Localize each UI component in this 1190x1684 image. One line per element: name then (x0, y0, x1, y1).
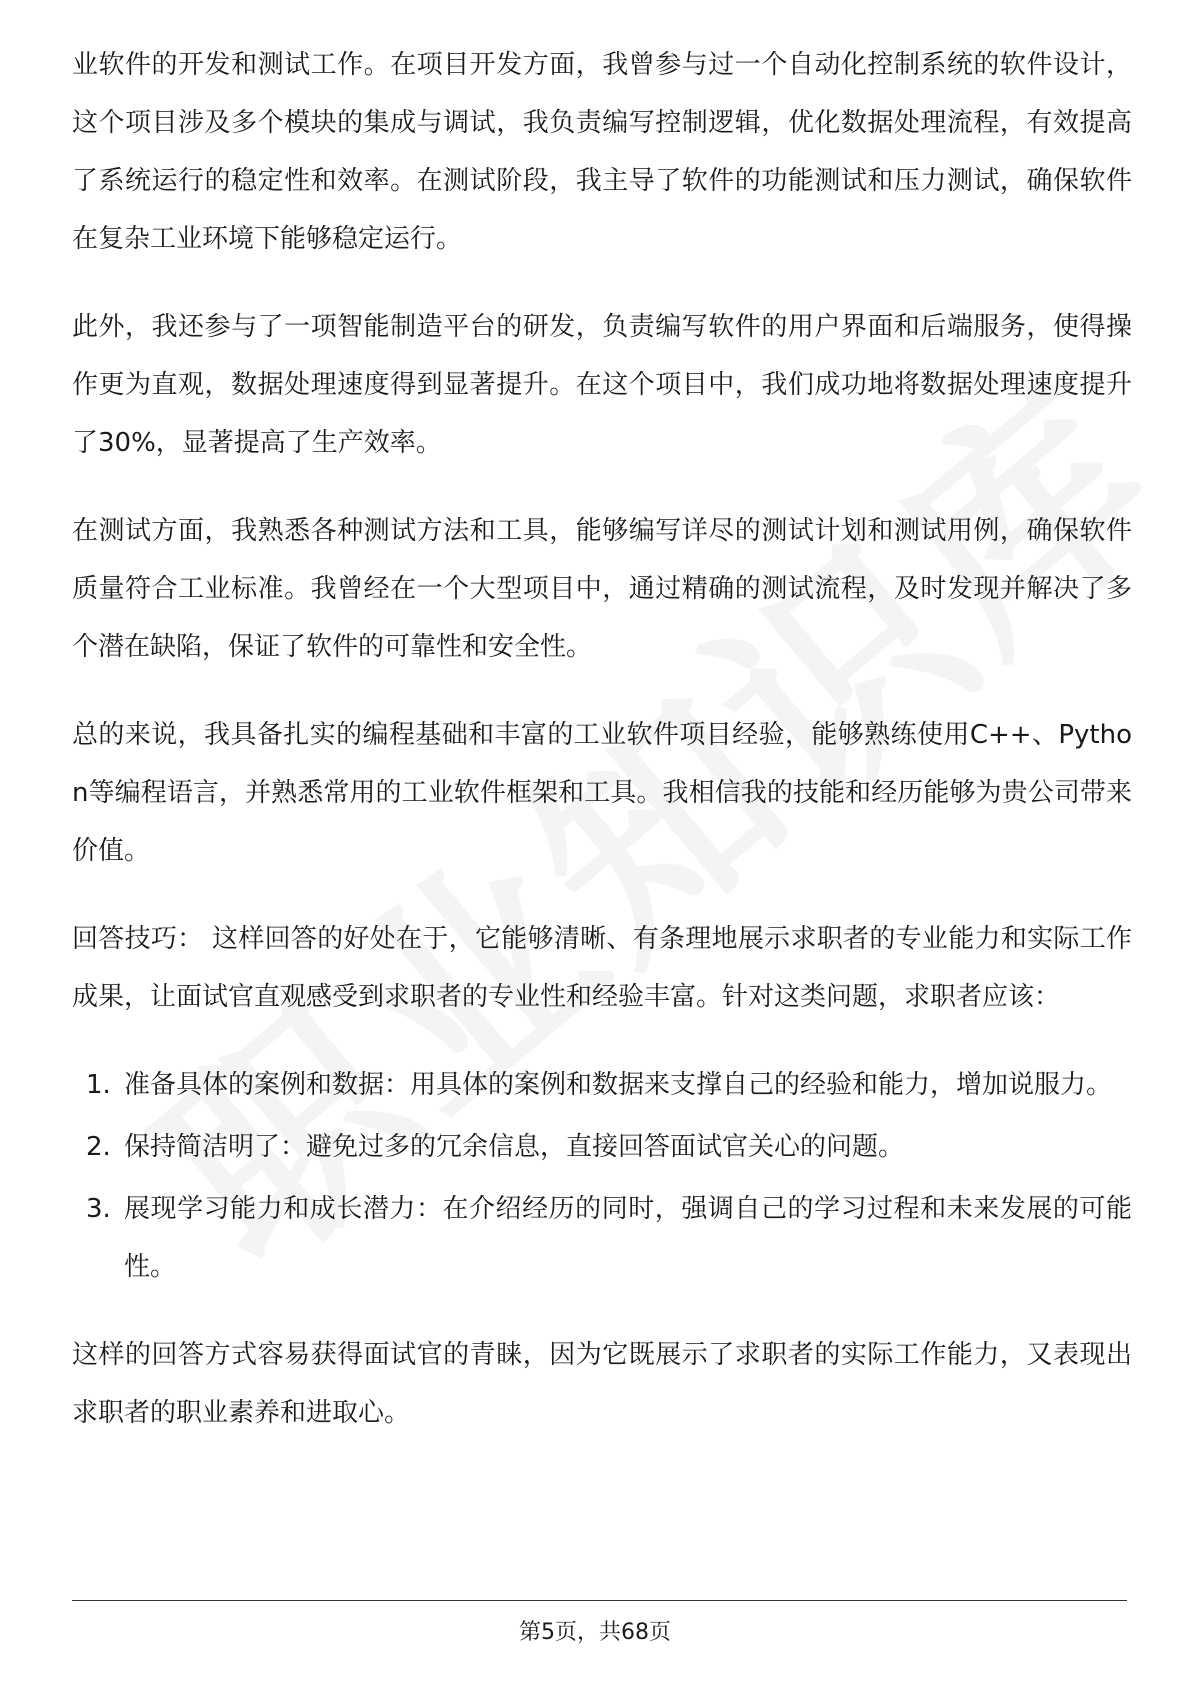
list-number: 3. (86, 1194, 111, 1224)
paragraph-3: 在测试方面，我熟悉各种测试方法和工具，能够编写详尽的测试计划和测试用例，确保软件质量符合工业标准。我曾经在一个大型项目中，通过精确的测试流程，及时发现并解决了多个潜在缺陷，保证了软件的可靠性和安全性。 (72, 516, 1132, 662)
tips-list (72, 1056, 1132, 1296)
list-text: 准备具体的案例和数据：用具体的案例和数据来支撑自己的经验和能力，增加说服力。 (124, 1070, 1113, 1100)
paragraph-4: 总的来说，我具备扎实的编程基础和丰富的工业软件项目经验，能够熟练使用C++、Python等编程语言，并熟悉常用的工业软件框架和工具。我相信我的技能和经历能够为贵公司带来价值。 (72, 720, 1132, 866)
paragraph-1: 业软件的开发和测试工作。在项目开发方面，我曾参与过一个自动化控制系统的软件设计，这个项目涉及多个模块的集成与调试，我负责编写控制逻辑，优化数据处理流程，有效提高了系统运行的稳定性和效率。在测试阶段，我主导了软件的功能测试和压力测试，确保软件在复杂工业环境下能够稳定运行。 (72, 50, 1132, 254)
closing-paragraph: 这样的回答方式容易获得面试官的青睐，因为它既展示了求职者的实际工作能力，又表现出求职者的职业素养和进取心。 (72, 1340, 1132, 1428)
paragraph-2: 此外，我还参与了一项智能制造平台的研发，负责编写软件的用户界面和后端服务，使得操作更为直观，数据处理速度得到显著提升。在这个项目中，我们成功地将数据处理速度提升了30%，显著提高了生产效率。 (72, 312, 1132, 458)
page-number: 第5页，共68页 (519, 1620, 671, 1645)
list-text: 保持简洁明了：避免过多的冗余信息，直接回答面试官关心的问题。 (124, 1132, 905, 1162)
list-item (72, 1118, 1132, 1176)
footer-divider (72, 1600, 1127, 1601)
list-item (72, 1056, 1132, 1114)
list-text: 展现学习能力和成长潜力：在介绍经历的同时，强调自己的学习过程和未来发展的可能性。 (124, 1194, 1132, 1282)
list-number: 1. (86, 1070, 111, 1100)
list-number: 2. (86, 1132, 111, 1162)
document-body (72, 36, 1132, 1472)
paragraph-5: 回答技巧： 这样回答的好处在于，它能够清晰、有条理地展示求职者的专业能力和实际工作成果，让面试官直观感受到求职者的专业性和经验丰富。针对这类问题，求职者应该： (72, 924, 1132, 1012)
list-item (72, 1180, 1132, 1296)
